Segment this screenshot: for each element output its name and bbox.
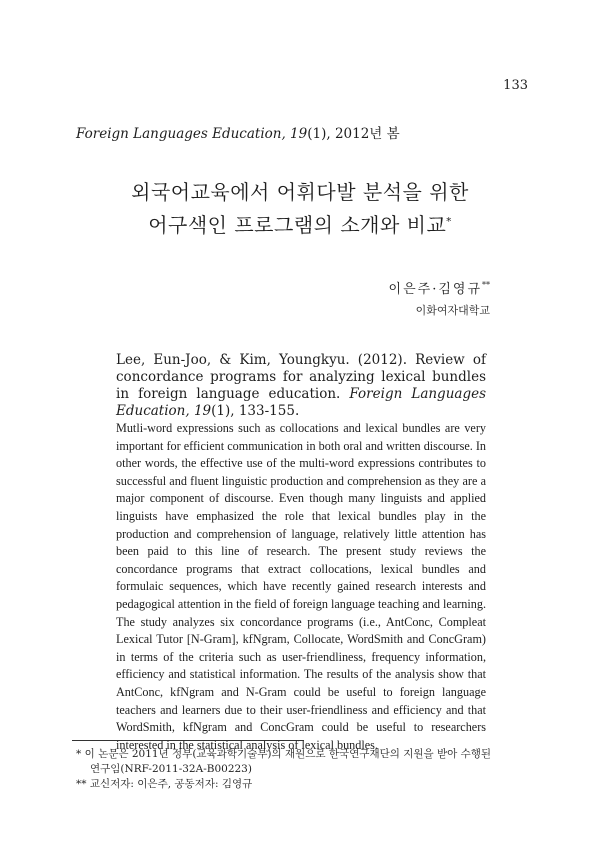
journal-header bbox=[76, 122, 400, 142]
title-footnote-mark: * bbox=[446, 216, 452, 228]
journal-issue-year: (1), 2012년 봄 bbox=[307, 126, 400, 142]
title-line-1: 외국어교육에서 어휘다발 분석을 위한 bbox=[131, 180, 469, 204]
affiliation: 이화여자대학교 bbox=[415, 304, 490, 317]
journal-name: Foreign Languages Education, bbox=[76, 126, 286, 142]
citation-journal: Foreign Languages Education, 19 bbox=[116, 386, 487, 419]
footnote-1-line-2: 연구임(NRF-2011-32A-B00223) bbox=[90, 763, 252, 775]
citation-prefix: Lee, Eun-Joo, & Kim, Youngkyu. (2012). Review of concordance programs for analyzing lexical bundles in foreign language education. bbox=[116, 352, 486, 402]
footnotes bbox=[76, 747, 536, 792]
authors bbox=[389, 278, 490, 297]
journal-volume: 19 bbox=[290, 126, 308, 142]
paper-title bbox=[0, 176, 600, 242]
citation-suffix: (1), 133-155. bbox=[211, 403, 300, 419]
page-number: 133 bbox=[503, 78, 528, 93]
citation bbox=[116, 352, 486, 420]
footnote-1-line-1: * 이 논문은 2011년 정부(교육과학기술부)의 재원으로 한국연구재단의 지원을 받아 수행된 bbox=[76, 748, 492, 760]
authors-footnote-mark: ** bbox=[482, 280, 490, 290]
footnote-2: ** 교신저자: 이은주, 공동저자: 김영규 bbox=[76, 778, 253, 790]
title-line-2-text: 어구색인 프로그램의 소개와 비교 bbox=[148, 213, 447, 237]
footnote-divider bbox=[72, 740, 304, 741]
author-names: 이은주·김영규 bbox=[388, 282, 482, 297]
abstract: Mutli-word expressions such as collocations and lexical bundles are very important for efficient communication in both oral and written discourse. In other words, the effective use of the multi-word expressions contributes to successful and fluent linguistic production and comprehension as they are a major component of discourse. Even though many linguists and applied linguists have emphasized the role that lexical bundles play in the production and comprehension of language, relatively little attention has been paid to this line of research. The present study reviews the concordance programs that extract collocations, lexical bundles and formulaic sequences, which have recently gained research interests and pedagogical attention in the field of foreign language teaching and learning. The study analyzes six concordance programs (i.e., AntConc, Compleat Lexical Tutor [N-Gram], kfNgram, Collocate, WordSmith and ConcGram) in terms of the criteria such as user-friendliness, frequency information, efficiency and statistical information. The results of the analysis show that AntConc, kfNgram and N-Gram could be useful to foreign language teachers and learners due to their user-friendliness and efficiency and that WordSmith, kfNgram and ConcGram could be useful to researchers interested in the statistical analysis of lexical bundles. bbox=[116, 421, 486, 752]
title-line-2 bbox=[0, 209, 600, 242]
